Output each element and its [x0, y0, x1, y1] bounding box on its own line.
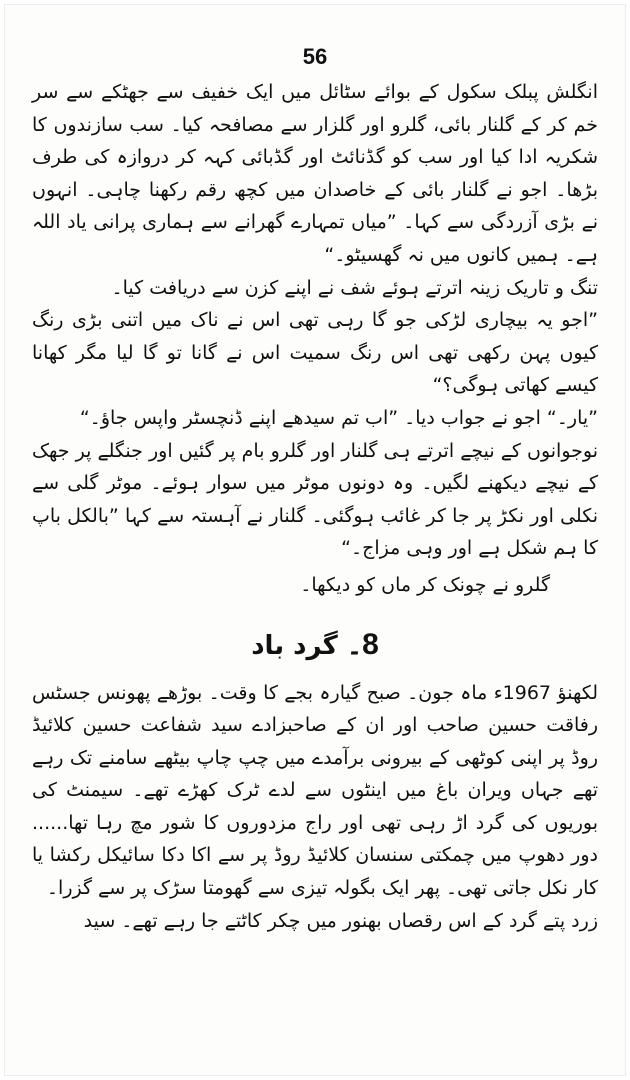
book-page [4, 4, 626, 1076]
paragraph-3: ”اجو یہ بیچاری لڑکی جو گا رہی تھی اس نے ناک میں اتنی بڑی رنگ کیوں پہن رکھی تھی اس رنگ سمیت اس نے گانا تو گا لیا مگر کھانا کیسے کھاتی ہوگی؟“ [32, 309, 598, 397]
paragraph-2: تنگ و تاریک زینہ اترتے ہوئے شف نے اپنے کزن سے دریافت کیا۔ [111, 276, 598, 299]
chapter-paragraph-2: زرد پتے گرد کے اس رقصاں بھنور میں چکر کاٹتے جا رہے تھے۔ سید [83, 909, 598, 932]
chapter-heading [32, 628, 598, 663]
chapter-title: گرد باد [251, 630, 338, 661]
page-number: 56 [302, 44, 328, 69]
paragraph-5: نوجوانوں کے نیچے اترتے ہی گلنار اور گلرو بام پر گئیں اور جنگلے پر جھک کے نیچے دیکھنے لگیں۔ وہ دونوں موٹر میں سوار ہوئے۔ موٹر گلی سے نکلی اور نکڑ پر جا کر غائب ہوگئی۔ گلنار نے آہستہ سے کہا ”بالکل باپ کا ہم شکل ہے اور وہی مزاج۔“ [32, 439, 598, 560]
page-text [32, 76, 598, 937]
chapter-separator: ۔ [346, 630, 363, 661]
paragraph-4: ”یار۔“ اجو نے جواب دیا۔ ”اب تم سیدھے اپنے ڈنچسٹر واپس جاؤ۔“ [79, 406, 598, 429]
chapter-number: 8 [362, 627, 379, 661]
paragraph-1: انگلش پبلک سکول کے بوائے سٹائل میں ایک خفیف سے جھٹکے سے سر خم کر کے گلنار بائی، گلرو اور گلزار سے مصافحہ کیا۔ سب سازندوں کا شکریہ ادا کیا اور سب کو گڈنائٹ اور گڈبائی کہہ کر دروازہ کی طرف بڑھا۔ اجو نے گلنار بائی کے خاصدان میں کچھ رقم رکھنا چاہی۔ انہوں نے بڑی آزردگی سے کہا۔ ”میاں تمہارے گھرانے سے ہماری پرانی یاد اللہ ہے۔ ہمیں کانوں میں نہ گھسیٹو۔“ [32, 81, 598, 266]
chapter-paragraph-1: لکھنؤ 1967ء ماہ جون۔ صبح گیارہ بجے کا وقت۔ بوڑھے پھونس جسٹس رفاقت حسین صاحب اور ان کے صاحبزادے سید شفاعت حسین کلائیڈ روڈ پر اپنی کوٹھی کے بیرونی برآمدے میں چپ چاپ بیٹھے سامنے تک رہے تھے جہاں ویران باغ میں اینٹوں سے لدے ٹرک کھڑے تھے۔ سیمنٹ کی بوریوں کی گرد اڑ رہی تھی اور راج مزدوروں کا شور مچ رہا تھا...... دور دھوپ میں چمکتی سنسان کلائیڈ روڈ پر سے اکا دکا سائیکل رکشا یا کار نکل جاتی تھی۔ پھر ایک بگولہ تیزی سے گھومتا سڑک پر سے گزرا۔ [32, 681, 598, 900]
closing-line: گلرو نے چونک کر ماں کو دیکھا۔ [300, 573, 550, 596]
